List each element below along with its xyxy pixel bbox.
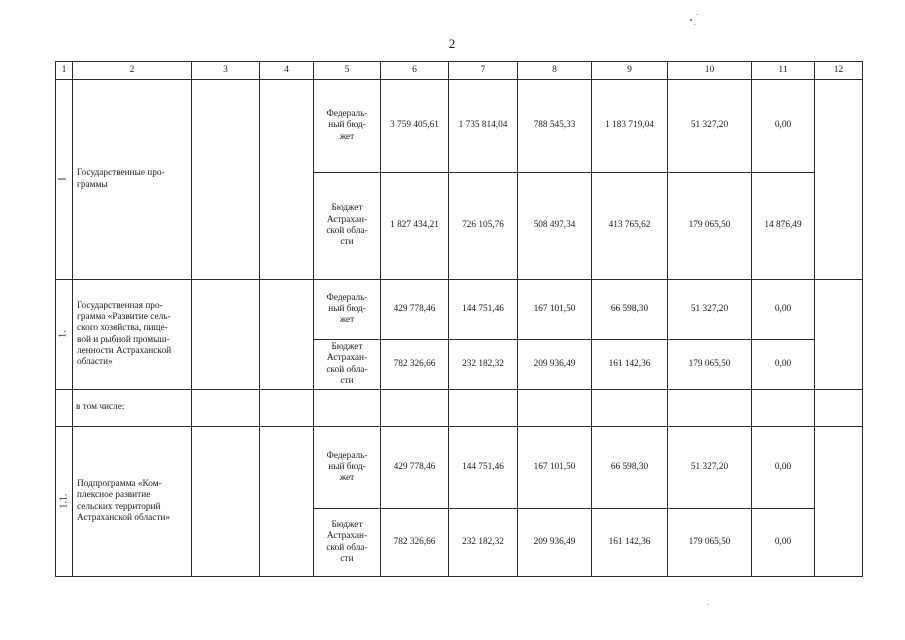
table-row: [56, 80, 863, 173]
value-cell: 429 778,46: [381, 280, 449, 340]
empty-cell: [752, 390, 815, 427]
empty-cell: [192, 390, 260, 427]
value-cell: 179 065,50: [668, 173, 752, 280]
value-cell: 167 101,50: [518, 280, 592, 340]
scan-speck: [694, 24, 695, 25]
empty-cell: [381, 390, 449, 427]
column-header: 12: [815, 62, 863, 80]
value-cell: 144 751,46: [449, 427, 518, 509]
column-header: 8: [518, 62, 592, 80]
value-cell: 144 751,46: [449, 280, 518, 340]
funding-source: Федераль- ный бюд- жет: [314, 80, 381, 173]
column-header: 10: [668, 62, 752, 80]
scan-speck: [697, 14, 698, 15]
column-header: 7: [449, 62, 518, 80]
column-header: 4: [260, 62, 314, 80]
column-header: 6: [381, 62, 449, 80]
row-index: 1.: [56, 280, 73, 390]
value-cell: 726 105,76: [449, 173, 518, 280]
funding-source: Бюджет Астрахан- ской обла- сти: [314, 340, 381, 390]
value-cell: 413 765,62: [592, 173, 668, 280]
value-cell: 782 326,66: [381, 509, 449, 577]
value-cell: 51 327,20: [668, 80, 752, 173]
table-row: [56, 280, 863, 340]
table-row: [56, 390, 863, 427]
row-index: I: [56, 80, 73, 280]
empty-cell: [815, 80, 863, 280]
budget-table: [55, 61, 863, 577]
column-header: 3: [192, 62, 260, 80]
value-cell: 179 065,50: [668, 340, 752, 390]
value-cell: 232 182,32: [449, 340, 518, 390]
empty-cell: [314, 390, 381, 427]
value-cell: 0,00: [752, 80, 815, 173]
empty-cell: [192, 427, 260, 577]
scan-speck: [690, 19, 692, 21]
value-cell: 232 182,32: [449, 509, 518, 577]
value-cell: 167 101,50: [518, 427, 592, 509]
empty-cell: [260, 280, 314, 390]
value-cell: 161 142,36: [592, 509, 668, 577]
funding-source: Бюджет Астрахан- ской обла- сти: [314, 173, 381, 280]
value-cell: 66 598,30: [592, 280, 668, 340]
empty-cell: [260, 427, 314, 577]
empty-cell: [592, 390, 668, 427]
table-row: [56, 427, 863, 509]
value-cell: 179 065,50: [668, 509, 752, 577]
row-name: Государственная про- грамма «Развитие сель- ского хозяйства, пище- вой и рыбной промыш- ленности Астраханской области»: [73, 280, 192, 390]
column-header: 5: [314, 62, 381, 80]
empty-cell: [192, 280, 260, 390]
value-cell: 0,00: [752, 427, 815, 509]
value-cell: 51 327,20: [668, 427, 752, 509]
column-header: 2: [73, 62, 192, 80]
value-cell: 788 545,33: [518, 80, 592, 173]
value-cell: 0,00: [752, 509, 815, 577]
scan-speck: [707, 604, 708, 605]
row-index: [56, 390, 73, 427]
funding-source: Бюджет Астрахан- ской обла- сти: [314, 509, 381, 577]
value-cell: 161 142,36: [592, 340, 668, 390]
empty-cell: [518, 390, 592, 427]
page-number: 2: [448, 36, 456, 51]
empty-cell: [192, 80, 260, 280]
value-cell: 66 598,30: [592, 427, 668, 509]
column-header: 9: [592, 62, 668, 80]
value-cell: 1 183 719,04: [592, 80, 668, 173]
value-cell: 14 876,49: [752, 173, 815, 280]
value-cell: 209 936,49: [518, 340, 592, 390]
value-cell: 0,00: [752, 280, 815, 340]
value-cell: 0,00: [752, 340, 815, 390]
empty-cell: [260, 80, 314, 280]
value-cell: 429 778,46: [381, 427, 449, 509]
column-header: 1: [56, 62, 73, 80]
value-cell: 782 326,66: [381, 340, 449, 390]
funding-source: Федераль- ный бюд- жет: [314, 427, 381, 509]
empty-cell: [668, 390, 752, 427]
empty-cell: [815, 390, 863, 427]
empty-cell: [449, 390, 518, 427]
value-cell: 1 827 434,21: [381, 173, 449, 280]
row-name: в том числе:: [73, 390, 192, 427]
value-cell: 209 936,49: [518, 509, 592, 577]
column-header: 11: [752, 62, 815, 80]
column-number-row: [56, 62, 863, 80]
row-name: Государственные про- граммы: [73, 80, 192, 280]
value-cell: 1 735 814,04: [449, 80, 518, 173]
funding-source: Федераль- ный бюд- жет: [314, 280, 381, 340]
value-cell: 508 497,34: [518, 173, 592, 280]
value-cell: 51 327,20: [668, 280, 752, 340]
row-name: Подпрограмма «Ком- плексное развитие сельских территорий Астраханской области»: [73, 427, 192, 577]
empty-cell: [815, 427, 863, 577]
empty-cell: [260, 390, 314, 427]
empty-cell: [815, 280, 863, 390]
row-index: 1.1.: [56, 427, 73, 577]
value-cell: 3 759 405,61: [381, 80, 449, 173]
